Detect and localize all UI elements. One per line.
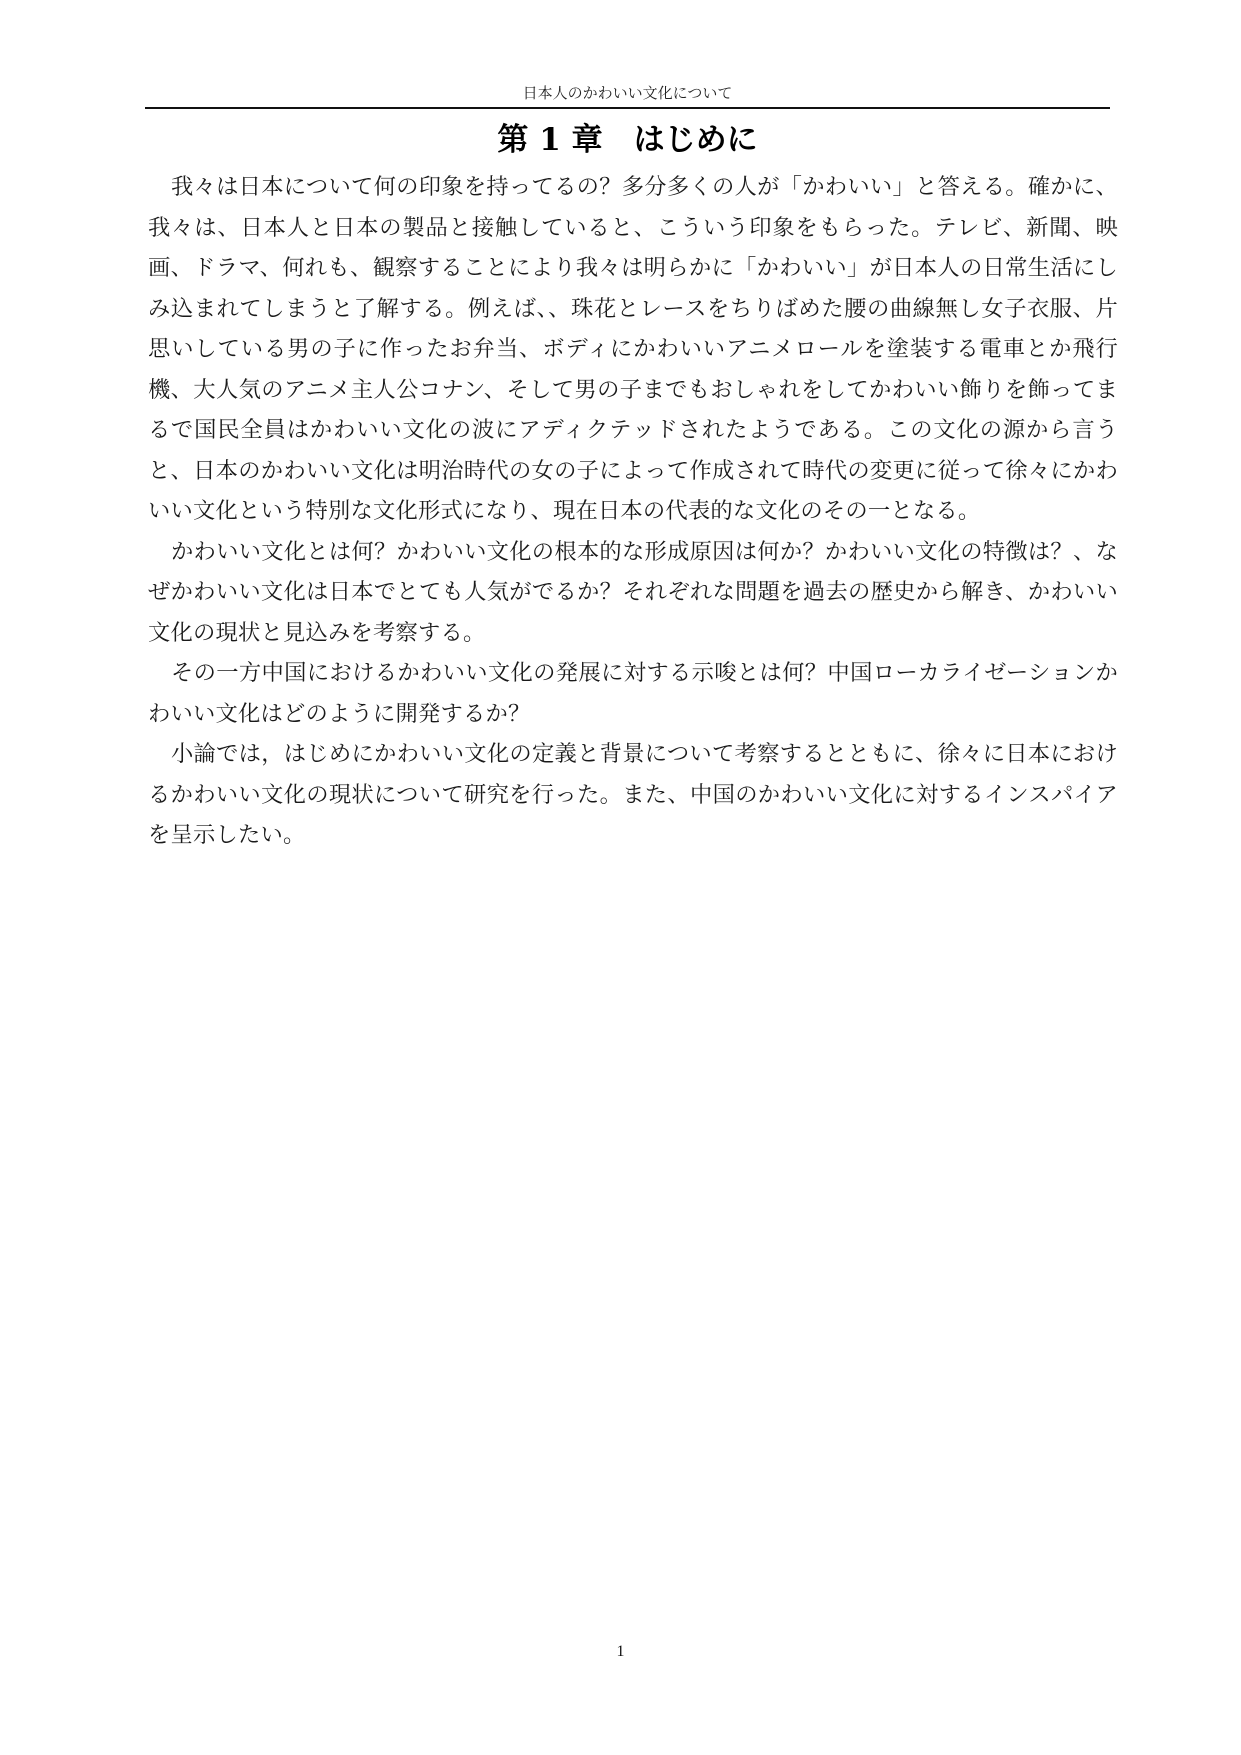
page-number: 1	[616, 1643, 625, 1660]
body-text	[148, 167, 1118, 856]
header-rule	[145, 107, 1110, 109]
running-header: 日本人のかわいい文化について	[522, 84, 733, 102]
chapter-title: 第 1 章 はじめに	[497, 122, 758, 158]
paragraph-summary: 小論では，はじめにかわいい文化の定義と背景について考察するとともに、徐々に日本におけるかわいい文化の現状について研究を行った。また、中国のかわいい文化に対するインスパイアを呈示したい。	[148, 741, 1118, 848]
paragraph-intro: 我々は日本について何の印象を持ってるの？多分多くの人が「かわいい」と答える。確かに、我々は、日本人と日本の製品と接触していると、こういう印象をもらった。テレビ、新聞、映画、ドラマ、何れも、観察することにより我々は明らかに「かわいい」が日本人の日常生活にしみ込まれてしまうと了解する。例えば、、珠花とレースをちりばめた腰の曲線無し女子衣服、片思いしている男の子に作ったお弁当、ボディにかわいいアニメロールを塗装する電車とか飛行機、大人気のアニメ主人公コナン、そして男の子までもおしゃれをしてかわいい飾りを飾ってまるで国民全員はかわいい文化の波にアディクテッドされたようである。この文化の源から言うと、日本のかわいい文化は明治時代の女の子によって作成されて時代の変更に従って徐々にかわいい文化という特別な文化形式になり、現在日本の代表的な文化のその一となる。	[148, 174, 1118, 524]
paragraph-questions: かわいい文化とは何？かわいい文化の根本的な形成原因は何か？かわいい文化の特徴は？、なぜかわいい文化は日本でとても人気がでるか？それぞれな問題を過去の歴史から解き、かわいい文化の現状と見込みを考察する。	[148, 538, 1118, 646]
paragraph-china: その一方中国におけるかわいい文化の発展に対する示唆とは何？中国ローカライゼーションかわいい文化はどのように開発するか？	[148, 660, 1118, 727]
